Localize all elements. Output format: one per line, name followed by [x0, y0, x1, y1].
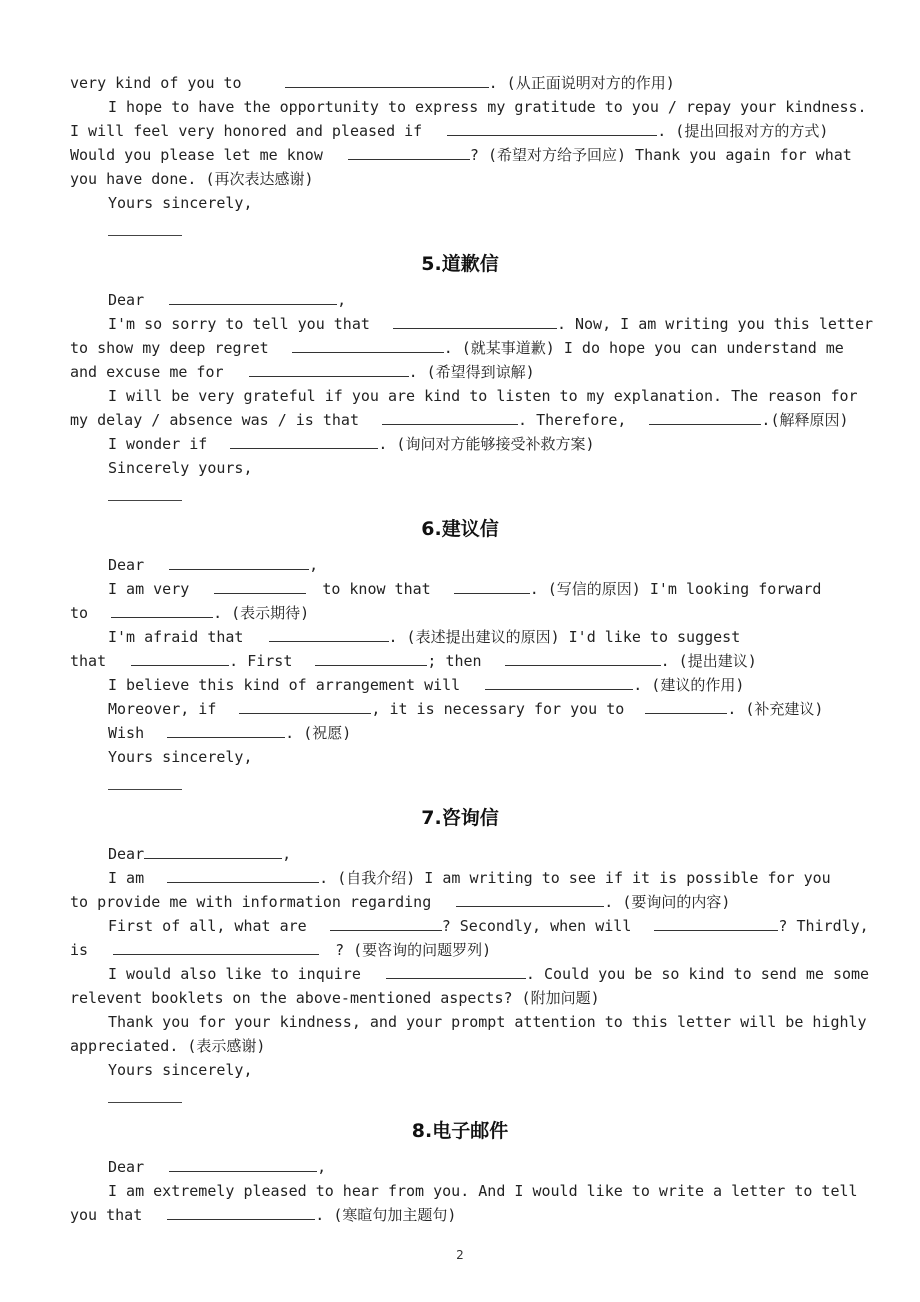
- recipient-blank[interactable]: [144, 843, 282, 859]
- signature-line[interactable]: [108, 499, 182, 501]
- sec6-line-4: that . First ; then . (提出建议): [70, 652, 757, 670]
- section-title-email: 8.电子邮件: [411, 1120, 509, 1142]
- fill-blank[interactable]: [649, 409, 761, 425]
- fill-blank[interactable]: [454, 578, 530, 594]
- sec6-line-5: I believe this kind of arrangement will . (建议的作用): [108, 676, 745, 694]
- fill-blank[interactable]: [330, 915, 442, 931]
- sec7-line-6: relevent booklets on the above-mentioned aspects? (附加问题): [70, 989, 600, 1007]
- fill-blank[interactable]: [485, 674, 633, 690]
- sec6-line-6: Moreover, if , it is necessary for you to . (补充建议): [108, 700, 824, 718]
- fill-blank[interactable]: [654, 915, 778, 931]
- sec7-dear: Dear ,: [108, 845, 292, 863]
- fill-blank[interactable]: [285, 72, 489, 88]
- sec8-dear: Dear ,: [108, 1158, 327, 1176]
- fill-blank[interactable]: [456, 891, 604, 907]
- sec7-line-8: appreciated. (表示感谢): [70, 1037, 266, 1055]
- sec4-line-3: I will feel very honored and pleased if . (提出回报对方的方式): [70, 122, 829, 140]
- sec6-closing: Yours sincerely,: [108, 748, 253, 766]
- fill-blank[interactable]: [505, 650, 661, 666]
- sec6-dear: Dear ,: [108, 556, 319, 574]
- recipient-blank[interactable]: [169, 1156, 317, 1172]
- page-number: 2: [456, 1248, 464, 1262]
- sec4-closing: Yours sincerely,: [108, 194, 253, 212]
- fill-blank[interactable]: [239, 698, 371, 714]
- sec7-closing: Yours sincerely,: [108, 1061, 253, 1079]
- sec7-line-2: to provide me with information regarding . (要询问的内容): [70, 893, 731, 911]
- signature-line[interactable]: [108, 234, 182, 236]
- sec5-line-2: to show my deep regret . (就某事道歉) I do hope you can understand me: [70, 339, 844, 357]
- fill-blank[interactable]: [131, 650, 229, 666]
- signature-line[interactable]: [108, 1101, 182, 1103]
- sec7-line-5: I would also like to inquire . Could you be so kind to send me some: [108, 965, 870, 983]
- fill-blank[interactable]: [214, 578, 306, 594]
- fill-blank[interactable]: [447, 120, 657, 136]
- sec4-line-2: I hope to have the opportunity to express my gratitude to you / repay your kindness.: [108, 98, 867, 116]
- fill-blank[interactable]: [386, 963, 526, 979]
- sec8-line-1: I am extremely pleased to hear from you. And I would like to write a letter to tell: [108, 1182, 858, 1200]
- sec7-line-3: First of all, what are ? Secondly, when will ? Thirdly,: [108, 917, 869, 935]
- fill-blank[interactable]: [167, 722, 285, 738]
- sec6-line-1: I am very to know that . (写信的原因) I'm looking forward: [108, 580, 822, 598]
- sec6-line-2: to . (表示期待): [70, 604, 310, 622]
- fill-blank[interactable]: [113, 939, 319, 955]
- sec5-line-1: I'm so sorry to tell you that . Now, I am writing you this letter: [108, 315, 874, 333]
- sec5-line-4: I will be very grateful if you are kind to listen to my explanation. The reason for: [108, 387, 858, 405]
- recipient-blank[interactable]: [169, 289, 337, 305]
- sec4-line-5: you have done. (再次表达感谢): [70, 170, 314, 188]
- section-title-inquiry: 7.咨询信: [421, 807, 499, 829]
- sec5-closing: Sincerely yours,: [108, 459, 253, 477]
- sec5-line-3: and excuse me for . (希望得到谅解): [70, 363, 535, 381]
- fill-blank[interactable]: [111, 602, 213, 618]
- fill-blank[interactable]: [393, 313, 557, 329]
- sec5-line-5: my delay / absence was / is that . Therefore, .(解释原因): [70, 411, 849, 429]
- section-title-suggestion: 6.建议信: [421, 518, 499, 540]
- sec5-dear: Dear ,: [108, 291, 347, 309]
- fill-blank[interactable]: [382, 409, 518, 425]
- fill-blank[interactable]: [348, 144, 470, 160]
- sec6-line-7: Wish . (祝愿): [108, 724, 352, 742]
- sec7-line-7: Thank you for your kindness, and your prompt attention to this letter will be highly: [108, 1013, 867, 1031]
- fill-blank[interactable]: [645, 698, 727, 714]
- fill-blank[interactable]: [167, 1204, 315, 1220]
- sec5-line-6: I wonder if . (询问对方能够接受补救方案): [108, 435, 595, 453]
- recipient-blank[interactable]: [169, 554, 309, 570]
- sec6-line-3: I'm afraid that . (表述提出建议的原因) I'd like to suggest: [108, 628, 741, 646]
- sec7-line-1: I am . (自我介绍) I am writing to see if it is possible for you: [108, 869, 831, 887]
- section-title-apology: 5.道歉信: [421, 253, 499, 275]
- fill-blank[interactable]: [292, 337, 444, 353]
- sec4-line-4: Would you please let me know ? (希望对方给予回应) Thank you again for what: [70, 146, 852, 164]
- signature-line[interactable]: [108, 788, 182, 790]
- sec7-line-4: is ? (要咨询的问题罗列): [70, 941, 492, 959]
- sec4-line-1: very kind of you to . (从正面说明对方的作用): [70, 74, 675, 92]
- fill-blank[interactable]: [315, 650, 427, 666]
- fill-blank[interactable]: [167, 867, 319, 883]
- fill-blank[interactable]: [230, 433, 378, 449]
- sec8-line-2: you that . (寒暄句加主题句): [70, 1206, 457, 1224]
- fill-blank[interactable]: [269, 626, 389, 642]
- fill-blank[interactable]: [249, 361, 409, 377]
